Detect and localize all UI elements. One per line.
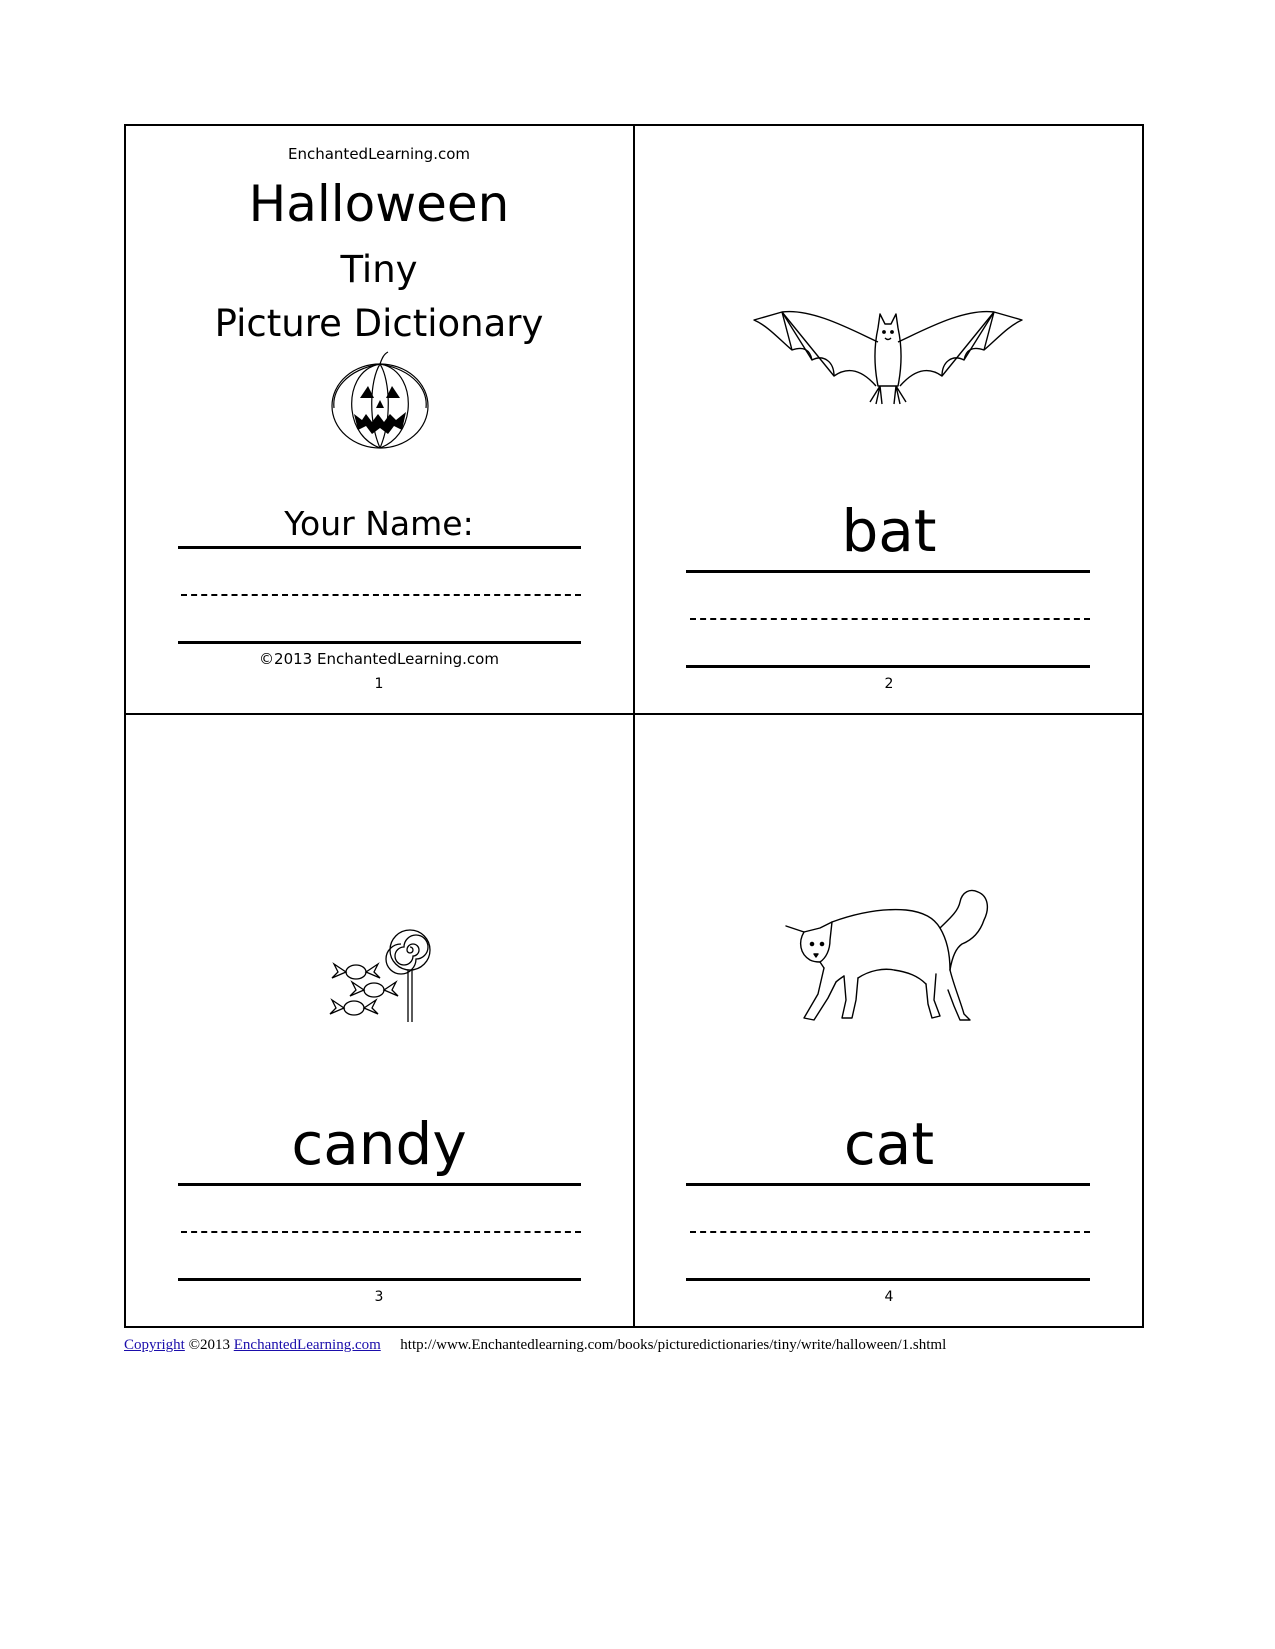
cover-title: Halloween bbox=[248, 175, 510, 233]
writing-top-line bbox=[686, 1183, 1090, 1186]
writing-bottom-line[interactable] bbox=[178, 641, 581, 644]
horizontal-divider bbox=[124, 713, 1144, 715]
writing-top-line bbox=[686, 570, 1090, 573]
writing-dashed-line bbox=[181, 594, 581, 596]
cover-copyright: ©2013 EnchantedLearning.com bbox=[259, 650, 499, 668]
word-candy: candy bbox=[291, 1110, 467, 1178]
bat-icon bbox=[752, 306, 1024, 416]
page-number-4: 4 bbox=[884, 1289, 894, 1305]
cover-subtitle-tiny: Tiny bbox=[340, 248, 418, 291]
writing-dashed-line bbox=[690, 1231, 1090, 1233]
cat-icon bbox=[784, 882, 990, 1024]
page-number-3: 3 bbox=[374, 1289, 384, 1305]
writing-dashed-line bbox=[181, 1231, 581, 1233]
writing-bottom-line[interactable] bbox=[686, 1278, 1090, 1281]
page-number-2: 2 bbox=[884, 676, 894, 692]
word-bat: bat bbox=[841, 497, 937, 565]
cover-subtitle-dictionary: Picture Dictionary bbox=[214, 302, 544, 345]
enchantedlearning-link[interactable]: EnchantedLearning.com bbox=[233, 1337, 381, 1353]
writing-bottom-line[interactable] bbox=[686, 665, 1090, 668]
your-name-label: Your Name: bbox=[284, 504, 474, 543]
writing-bottom-line[interactable] bbox=[178, 1278, 581, 1281]
footer bbox=[124, 1337, 946, 1354]
page-number-1: 1 bbox=[374, 676, 384, 692]
candy-icon bbox=[328, 928, 434, 1024]
footer-url: http://www.Enchantedlearning.com/books/picturedictionaries/tiny/write/halloween/1.shtml bbox=[400, 1337, 947, 1353]
writing-dashed-line bbox=[690, 618, 1090, 620]
cover-site-name: EnchantedLearning.com bbox=[288, 145, 470, 163]
footer-year: ©2013 bbox=[188, 1337, 230, 1353]
writing-top-line bbox=[178, 546, 581, 549]
word-cat: cat bbox=[843, 1110, 935, 1178]
copyright-link[interactable]: Copyright bbox=[124, 1337, 185, 1353]
writing-top-line bbox=[178, 1183, 581, 1186]
jack-o-lantern-icon bbox=[328, 350, 432, 450]
